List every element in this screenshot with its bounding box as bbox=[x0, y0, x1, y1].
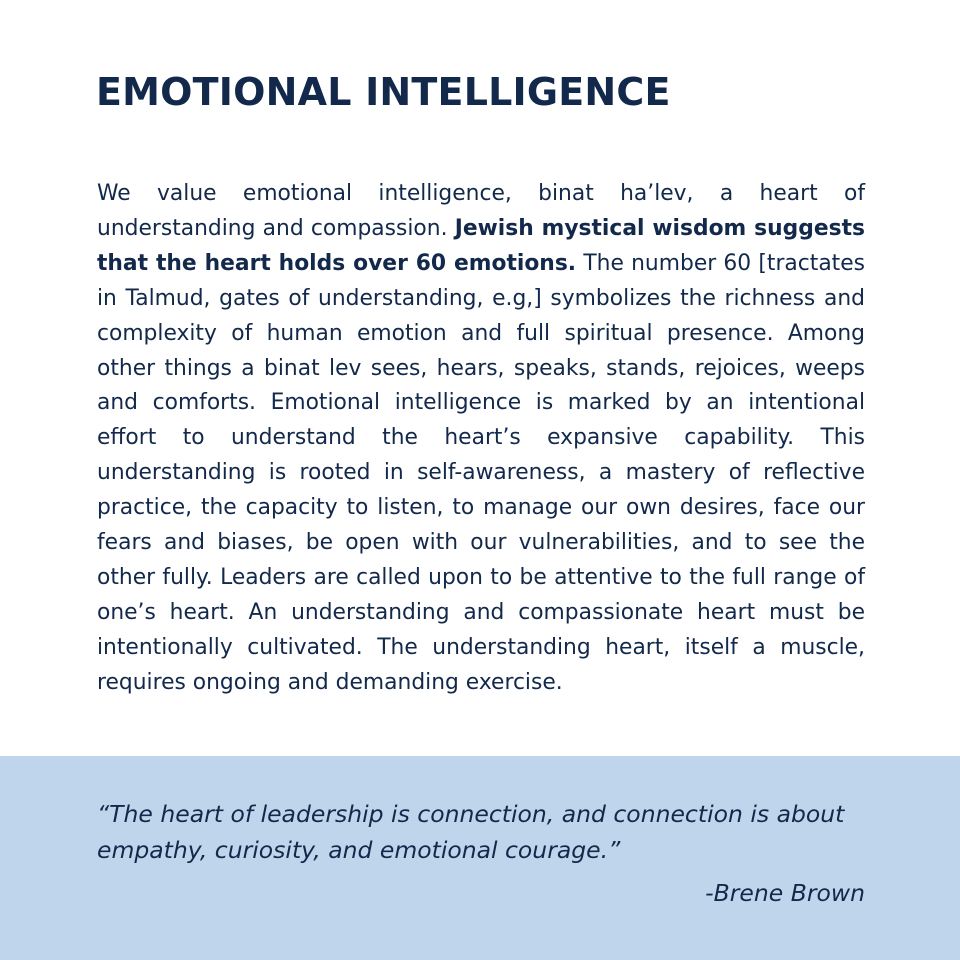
page-title: EMOTIONAL INTELLIGENCE bbox=[96, 70, 671, 114]
quote-author: -Brene Brown bbox=[705, 879, 865, 907]
quote-panel bbox=[0, 756, 960, 960]
body-paragraph bbox=[97, 177, 865, 701]
quote-text: “The heart of leadership is connection, and connection is about empathy, curiosity, and emotional courage.” bbox=[97, 800, 845, 864]
body-text-intro: We value emotional intelligence, binat ha’lev, a heart of understanding and compassion. bbox=[97, 181, 865, 241]
body-text-continuation: The number 60 [tractates in Talmud, gates of understanding, e.g,] symbolizes the richness and complexity of human emotion and full spiritual presence. Among other things a binat lev sees, hears, speaks, stands, rejoices, weeps and comforts. Emotional intelligence is marked by an intentional effort to understand the heart’s expansive capability. This understanding is rooted in self-awareness, a mastery of reflective practice, the capacity to listen, to manage our own desires, face our fears and biases, be open with our vulnerabilities, and to see the other fully. Leaders are called upon to be attentive to the full range of one’s heart. An understanding and compassionate heart must be intentionally cultivated. The understanding heart, itself a muscle, requires ongoing and demanding exercise. bbox=[97, 250, 865, 695]
body-text-emphasis: Jewish mystical wisdom suggests that the heart holds over 60 emotions. bbox=[97, 215, 865, 276]
